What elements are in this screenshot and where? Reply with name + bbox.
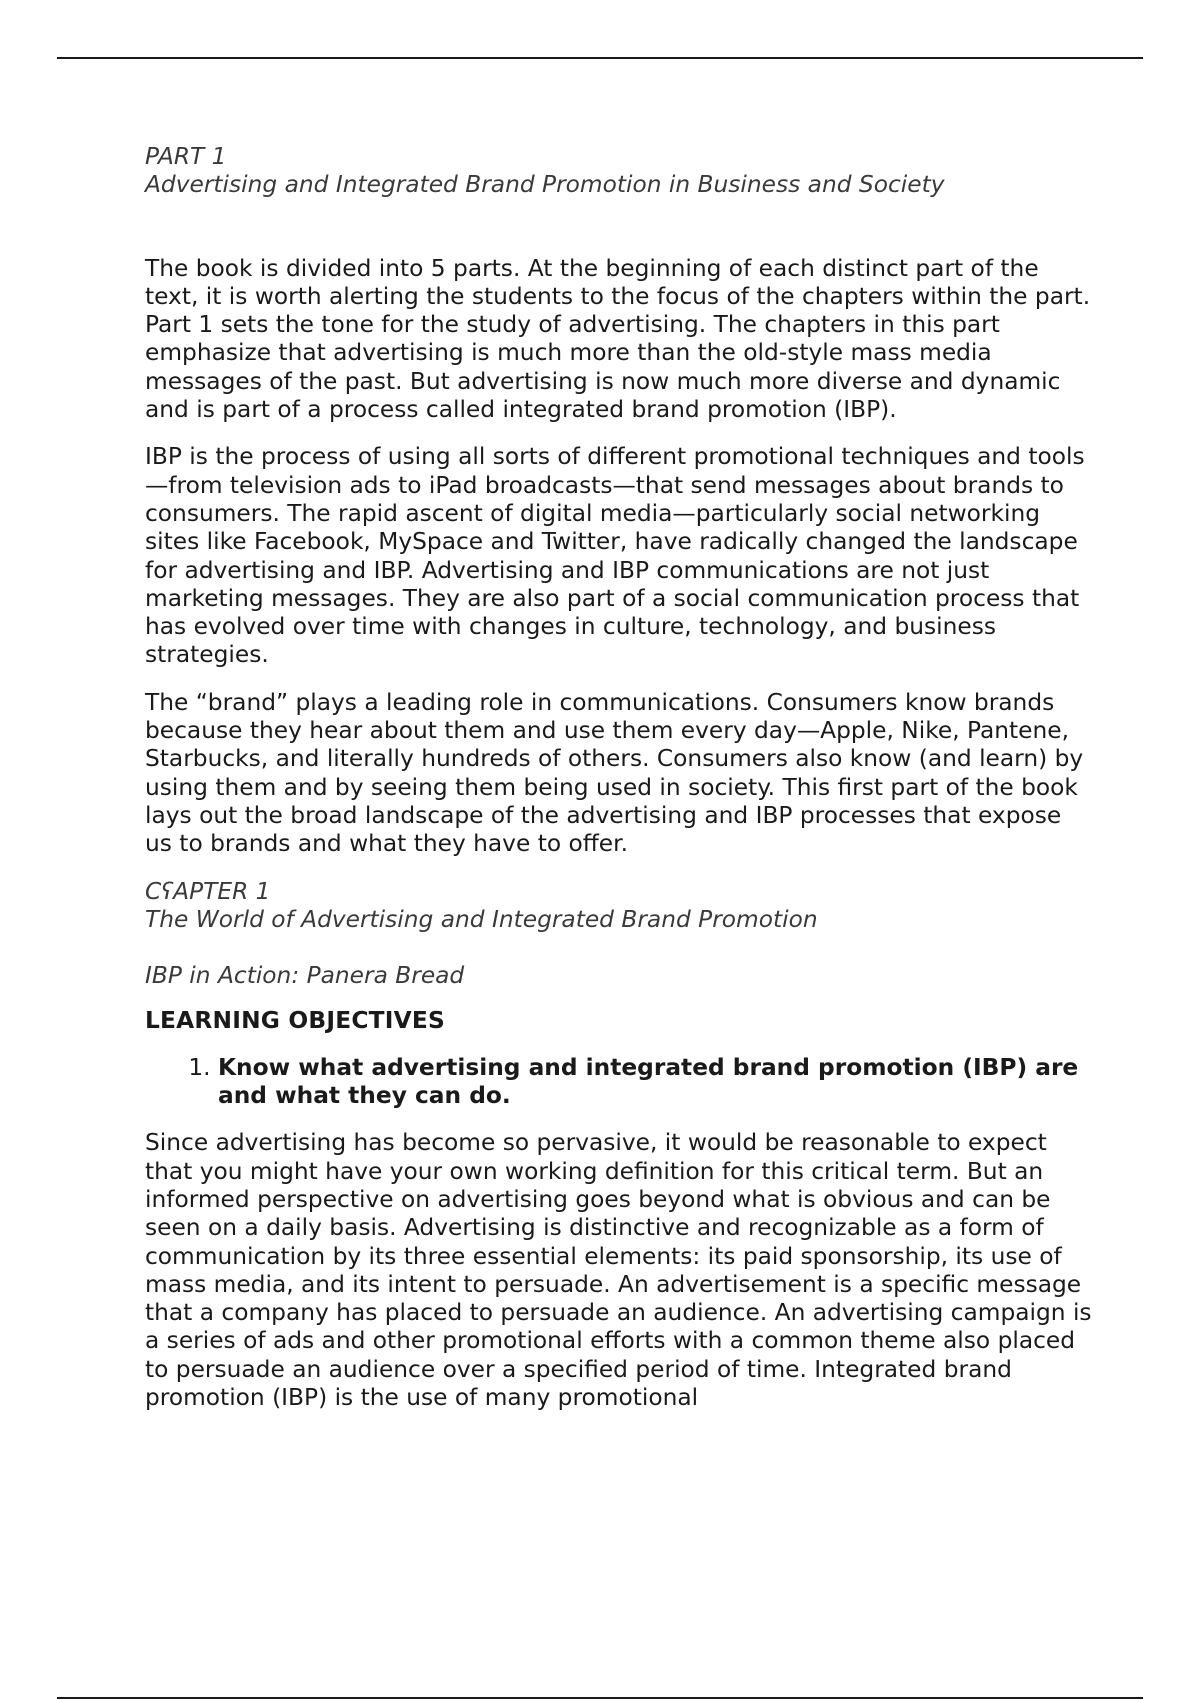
chapter-title: The World of Advertising and Integrated Brand Promotion — [145, 905, 818, 933]
learning-objectives-heading: LEARNING OBJECTIVES — [145, 1007, 445, 1035]
body-paragraph: The “brand” plays a leading role in communications. Consumers know brands because they hear about them and use them every day—Apple, Nike, Pantene, Starbucks, and literally hundreds of others. Consumers also know (and learn) by using them and by seeing them being used in society. This first part of the book lays out the broad landscape of the advertising and IBP processes that expose us to brands and what they have to offer. — [145, 688, 1084, 858]
learning-objectives-list — [145, 1054, 1095, 1111]
document-page — [145, 143, 1095, 1431]
ibp-in-action-heading: IBP in Action: Panera Bread — [145, 962, 465, 990]
header-rule — [57, 57, 1143, 59]
footer-rule — [57, 1697, 1143, 1699]
part-label: PART 1 — [145, 143, 227, 170]
body-paragraph: The book is divided into 5 parts. At the beginning of each distinct part of the text, it is worth alerting the students to the focus of the chapters within the part. Part 1 sets the tone for the study of advertising. The chapters in this part emphasize that advertising is much more than the old-style mass media messages of the past. But advertising is now much more diverse and dynamic and is part of a process called integrated brand promotion (IBP). — [145, 254, 1091, 424]
part-title: Advertising and Integrated Brand Promotion in Business and Society — [145, 171, 945, 199]
body-paragraph: IBP is the process of using all sorts of different promotional techniques and tools—from television ads to iPad broadcasts—that send messages about brands to consumers. The rapid ascent of digital media—particularly social networking sites like Facebook, MySpace and Twitter, have radically changed the landscape for advertising and IBP. Advertising and IBP communications are not just marketing messages. They are also part of a social communication process that has evolved over time with changes in culture, technology, and business strategies. — [145, 443, 1085, 669]
body-paragraph: Since advertising has become so pervasive, it would be reasonable to expect that you might have your own working definition for this critical term. But an informed perspective on advertising goes beyond what is obvious and can be seen on a daily basis. Advertising is distinctive and recognizable as a form of communication by its three essential elements: its paid sponsorship, its use of mass media, and its intent to persuade. An advertisement is a specific message that a company has placed to persuade an audience. An advertising campaign is a series of ads and other promotional efforts with a common theme also placed to persuade an audience over a specified period of time. Integrated brand promotion (IBP) is the use of many promotional — [145, 1129, 1092, 1411]
learning-objective-item: 1. Know what advertising and integrated brand promotion (IBP) are and what they can do. — [218, 1054, 1095, 1111]
chapter-label: CʕAPTER 1 — [145, 877, 271, 905]
